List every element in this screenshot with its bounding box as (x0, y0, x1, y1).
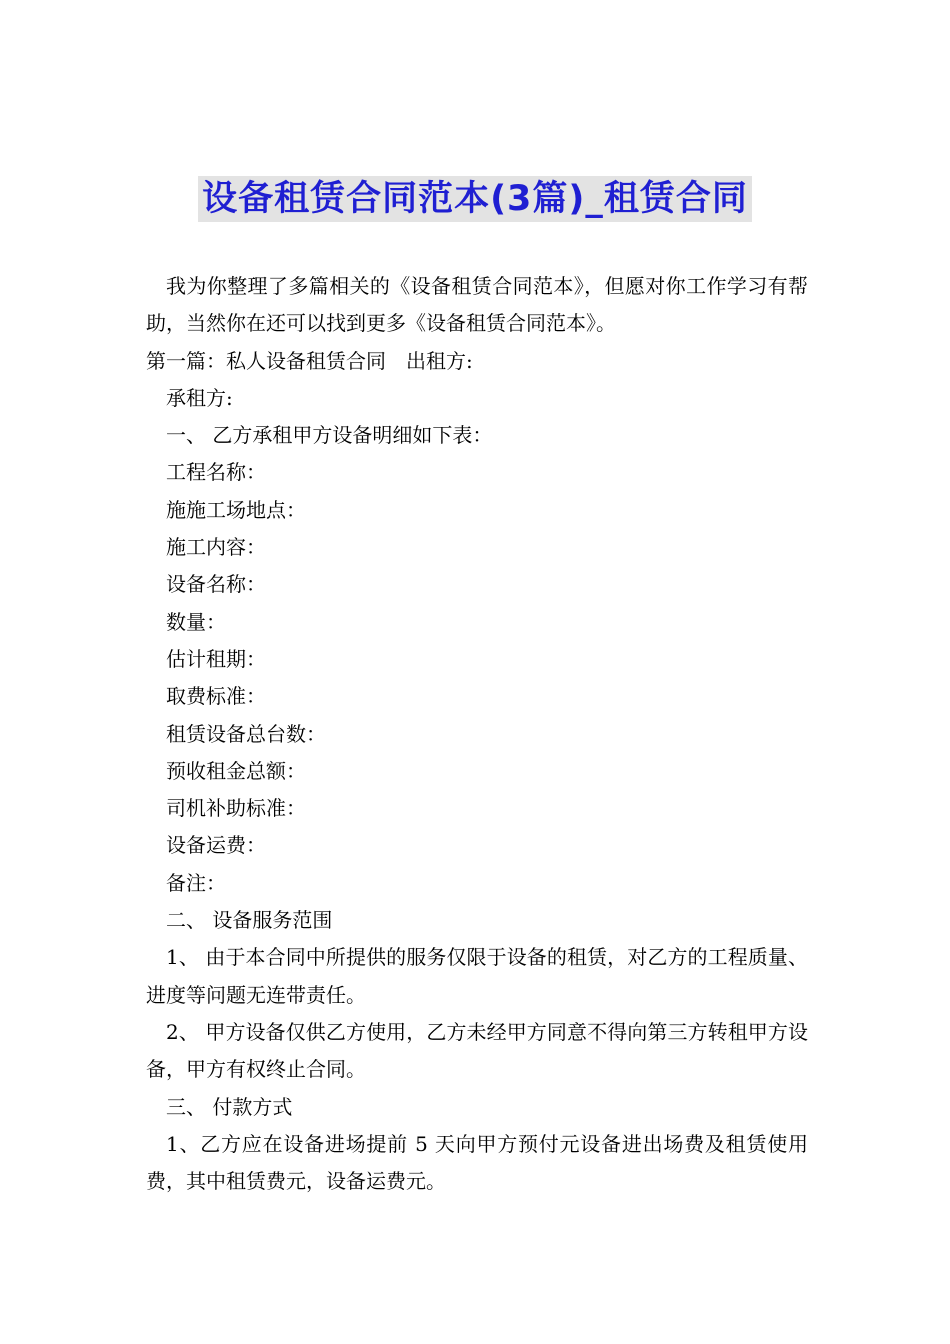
lessor-label: 出租方: (406, 348, 473, 373)
section1-heading: 第一篇：私人设备租赁合同 (146, 348, 386, 373)
clause-2-2: 2、 甲方设备仅供乙方使用，乙方未经甲方同意不得向第三方转租甲方设备，甲方有权终止合同。 (146, 1019, 808, 1082)
intro-paragraph: 我为你整理了多篇相关的《设备租赁合同范本》，但愿对你工作学习有帮助，当然你在还可以找到更多《设备租赁合同范本》。 (146, 274, 808, 336)
field-total-units: 租赁设备总台数： (166, 721, 326, 746)
clause-2-1: 1、 由于本合同中所提供的服务仅限于设备的租赁，对乙方的工程质量、进度等问题无连带责任。 (146, 945, 808, 1007)
clause-1: 一、 乙方承租甲方设备明细如下表： (166, 423, 493, 448)
field-equipment-name: 设备名称： (166, 572, 266, 597)
section1-heading-line (146, 343, 808, 380)
clause-3-1: 1、乙方应在设备进场提前 5 天向甲方预付元设备进出场费及租赁使用费，其中租赁费元，设备运费元。 (146, 1131, 808, 1194)
field-fee-standard: 取费标准： (166, 684, 266, 709)
field-quantity: 数量： (166, 609, 226, 634)
document-title: 设备租赁合同范本(3篇)_租赁合同 (198, 176, 752, 222)
field-site-location: 施施工场地点： (166, 497, 306, 522)
document-body (146, 268, 808, 1200)
field-remarks: 备注： (166, 870, 226, 895)
clause-2: 二、 设备服务范围 (166, 908, 333, 933)
lessee-label: 承租方: (166, 385, 233, 410)
field-driver-allowance: 司机补助标准： (166, 796, 306, 821)
field-project-name: 工程名称： (166, 460, 266, 485)
title-container (0, 176, 950, 222)
clause-3: 三、 付款方式 (166, 1094, 293, 1119)
field-work-content: 施工内容： (166, 535, 266, 560)
field-lease-term: 估计租期： (166, 646, 266, 671)
field-freight: 设备运费： (166, 833, 266, 858)
field-prepaid-total: 预收租金总额： (166, 758, 306, 783)
